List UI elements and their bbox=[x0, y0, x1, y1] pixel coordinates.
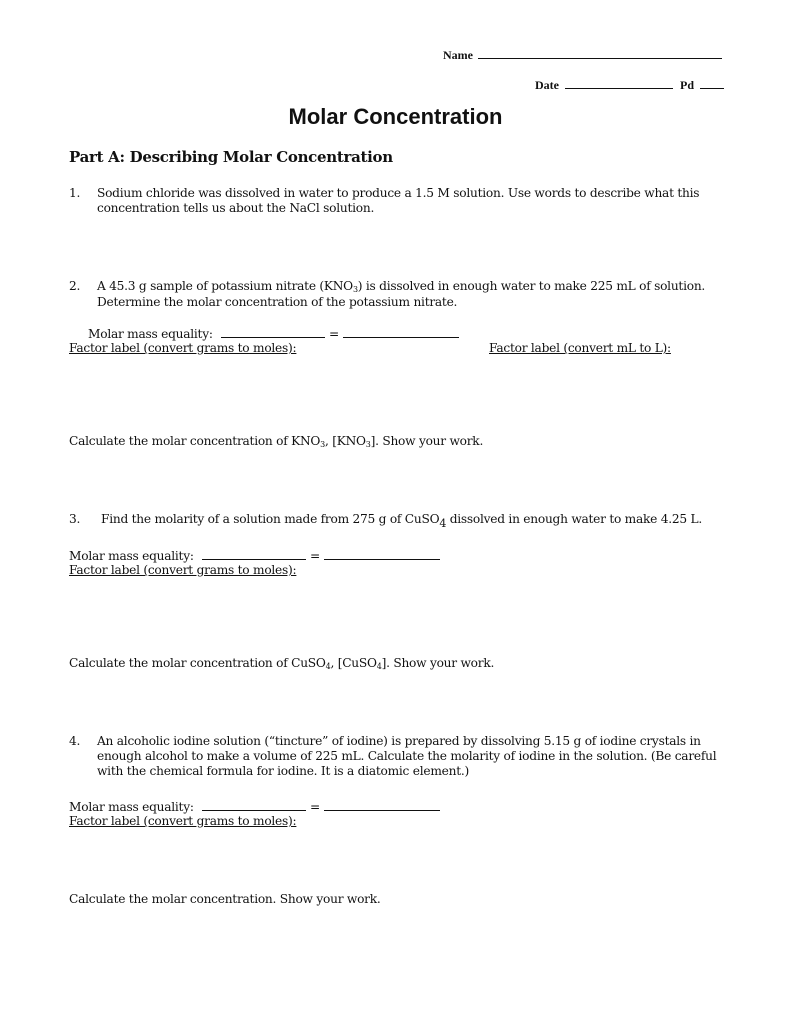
question-text-line: with the chemical formula for iodine. It is a diatomic element.) bbox=[97, 764, 469, 778]
molar-mass-label: Molar mass equality: bbox=[88, 327, 213, 341]
date-label: Date bbox=[535, 78, 559, 92]
molar-mass-label: Molar mass equality: bbox=[69, 549, 194, 563]
question-text-line: Sodium chloride was dissolved in water to produce a 1.5 M solution. Use words to describe what this bbox=[97, 186, 700, 200]
q2-factor-label-ml: Factor label (convert mL to L): bbox=[489, 341, 671, 355]
question-text-line: concentration tells us about the NaCl solution. bbox=[97, 201, 375, 215]
question-1 bbox=[69, 186, 699, 215]
question-text-line: Determine the molar concentration of the potassium nitrate. bbox=[97, 295, 458, 309]
question-3: 3. Find the molarity of a solution made from 275 g of CuSO$_4$ dissolved in enough water to make 4.25 L. bbox=[69, 512, 702, 530]
molar-mass-label: Molar mass equality: bbox=[69, 800, 194, 814]
q3-molar-mass-row: Molar mass equality: = bbox=[69, 547, 440, 563]
question-number: 2. bbox=[69, 279, 81, 293]
date-blank[interactable] bbox=[565, 76, 673, 89]
molar-mass-blank-right[interactable] bbox=[343, 325, 459, 338]
question-number: 1. bbox=[69, 186, 81, 200]
q2-factor-label-grams: Factor label (convert grams to moles): bbox=[69, 341, 297, 355]
name-label: Name bbox=[443, 48, 473, 62]
molar-mass-blank-left[interactable] bbox=[202, 798, 306, 811]
q4-calculate-prompt: Calculate the molar concentration. Show your work. bbox=[69, 892, 381, 906]
part-a-heading: Part A: Describing Molar Concentration bbox=[69, 148, 393, 166]
q2-calculate-prompt: Calculate the molar concentration of $KNO_3$, $[KNO_3]$. Show your work. bbox=[69, 434, 484, 449]
page-title: Molar Concentration bbox=[288, 104, 503, 129]
q4-factor-label-grams: Factor label (convert grams to moles): bbox=[69, 814, 297, 828]
q2-molar-mass-row: Molar mass equality: = bbox=[88, 325, 459, 341]
question-text: A 45.3 g sample of potassium nitrate (KNO bbox=[97, 279, 353, 293]
name-blank[interactable] bbox=[478, 46, 722, 59]
question-2: 2. A 45.3 g sample of potassium nitrate $(KNO_3)$ is dissolved in enough water to make 225 mL of solution. Determine the molar concentration of the potassium nitrate. bbox=[69, 279, 706, 309]
molar-mass-blank-left[interactable] bbox=[202, 547, 306, 560]
molar-mass-blank-right[interactable] bbox=[324, 547, 440, 560]
period-blank[interactable] bbox=[700, 76, 724, 89]
date-period-row bbox=[535, 76, 724, 93]
name-field-row bbox=[443, 46, 722, 63]
question-number: 4. bbox=[69, 734, 81, 748]
question-4 bbox=[69, 734, 716, 778]
q4-molar-mass-row: Molar mass equality: = bbox=[69, 798, 440, 814]
q3-calculate-prompt: Calculate the molar concentration of CuSO$_4$, [CuSO$_4$]. Show your work. bbox=[69, 656, 495, 671]
period-label: Pd bbox=[680, 78, 695, 92]
molar-mass-blank-right[interactable] bbox=[324, 798, 440, 811]
question-text-line: An alcoholic iodine solution (“tincture” of iodine) is prepared by dissolving 5.15 g of iodine crystals in bbox=[97, 734, 701, 748]
molar-mass-blank-left[interactable] bbox=[221, 325, 325, 338]
q3-factor-label-grams: Factor label (convert grams to moles): bbox=[69, 563, 297, 577]
question-number: 3. bbox=[69, 512, 81, 526]
question-text-line: enough alcohol to make a volume of 225 mL. Calculate the molarity of iodine in the solution. (Be careful bbox=[97, 749, 717, 763]
